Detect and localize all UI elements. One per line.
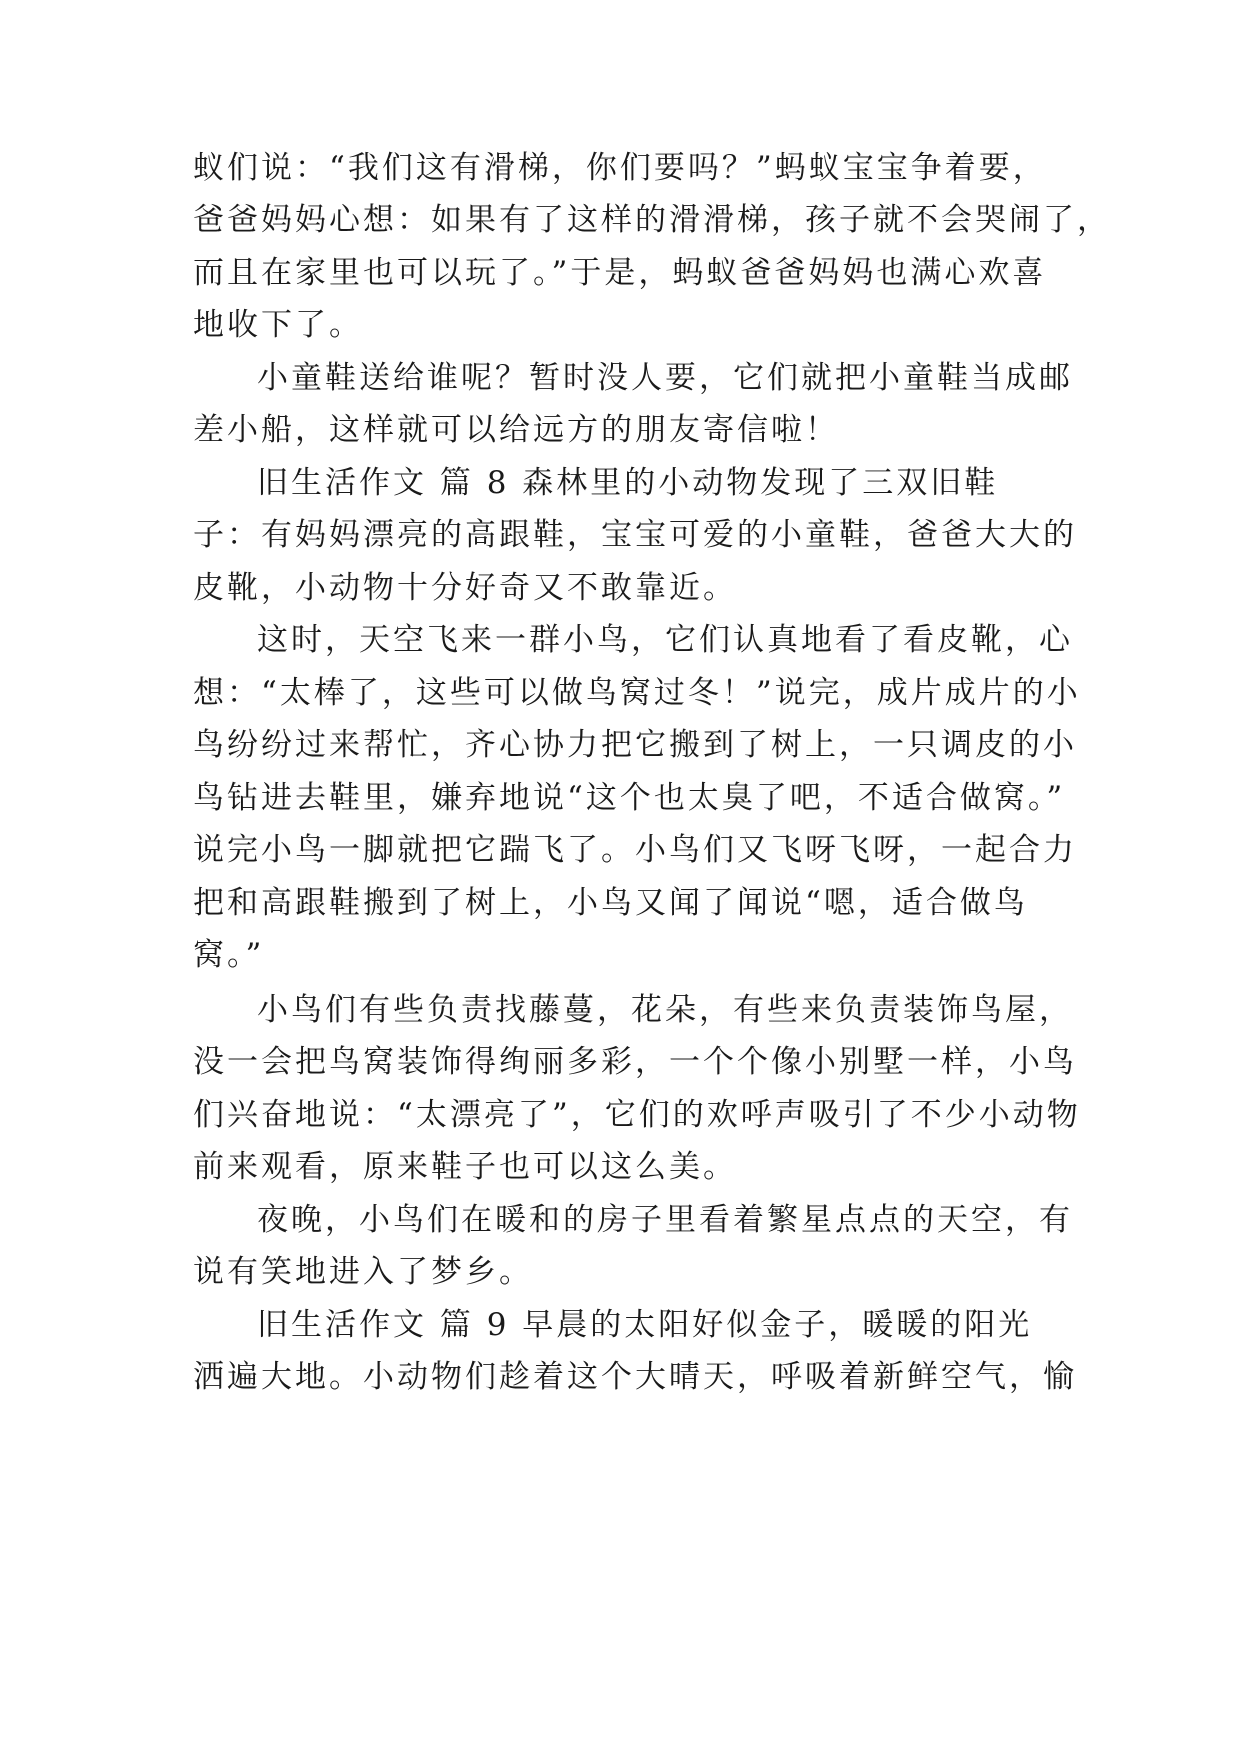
paragraph-start: 小鸟们有些负责找藤蔓，花朵，有些来负责装饰鸟屋， (257, 992, 1073, 1028)
text-line: 爸爸妈妈心想：如果有了这样的滑滑梯，孩子就不会哭闹了， (193, 202, 1111, 238)
section-heading-9: 旧生活作文 篇 9 早晨的太阳好似金子，暖暖的阳光 (257, 1307, 1033, 1343)
text-line: 地收下了。 (193, 307, 363, 343)
text-line: 而且在家里也可以玩了。”于是，蚂蚁爸爸妈妈也满心欢喜 (193, 255, 1047, 291)
paragraph-start: 夜晚，小鸟们在暖和的房子里看着繁星点点的天空，有 (257, 1202, 1073, 1238)
text-line: 说完小鸟一脚就把它踹飞了。小鸟们又飞呀飞呀，一起合力 (193, 832, 1077, 868)
text-line: 差小船，这样就可以给远方的朋友寄信啦！ (193, 412, 839, 448)
text-line: 想：“太棒了，这些可以做鸟窝过冬！”说完，成片成片的小 (193, 675, 1081, 711)
text-line: 窝。” (193, 937, 265, 973)
text-line: 没一会把鸟窝装饰得绚丽多彩，一个个像小别墅一样，小鸟 (193, 1044, 1077, 1080)
text-line: 说有笑地进入了梦乡。 (193, 1254, 533, 1290)
text-line: 前来观看，原来鞋子也可以这么美。 (193, 1149, 737, 1185)
text-line: 鸟纷纷过来帮忙，齐心协力把它搬到了树上，一只调皮的小 (193, 727, 1077, 763)
text-line: 把和高跟鞋搬到了树上，小鸟又闻了闻说“嗯，适合做鸟 (193, 885, 1028, 921)
text-line: 洒遍大地。小动物们趁着这个大晴天，呼吸着新鲜空气，愉 (193, 1359, 1077, 1395)
text-line: 皮靴，小动物十分好奇又不敢靠近。 (193, 570, 737, 606)
section-heading-8: 旧生活作文 篇 8 森林里的小动物发现了三双旧鞋 (257, 465, 999, 501)
text-line: 鸟钻进去鞋里，嫌弃地说“这个也太臭了吧，不适合做窝。” (193, 780, 1066, 816)
paragraph-start: 这时，天空飞来一群小鸟，它们认真地看了看皮靴，心 (257, 622, 1073, 658)
text-line: 子：有妈妈漂亮的高跟鞋，宝宝可爱的小童鞋，爸爸大大的 (193, 517, 1077, 553)
text-line: 们兴奋地说：“太漂亮了”，它们的欢呼声吸引了不少小动物 (193, 1097, 1081, 1133)
paragraph-start: 小童鞋送给谁呢？暂时没人要，它们就把小童鞋当成邮 (257, 360, 1073, 396)
text-line: 蚁们说：“我们这有滑梯，你们要吗？”蚂蚁宝宝争着要， (193, 150, 1047, 186)
